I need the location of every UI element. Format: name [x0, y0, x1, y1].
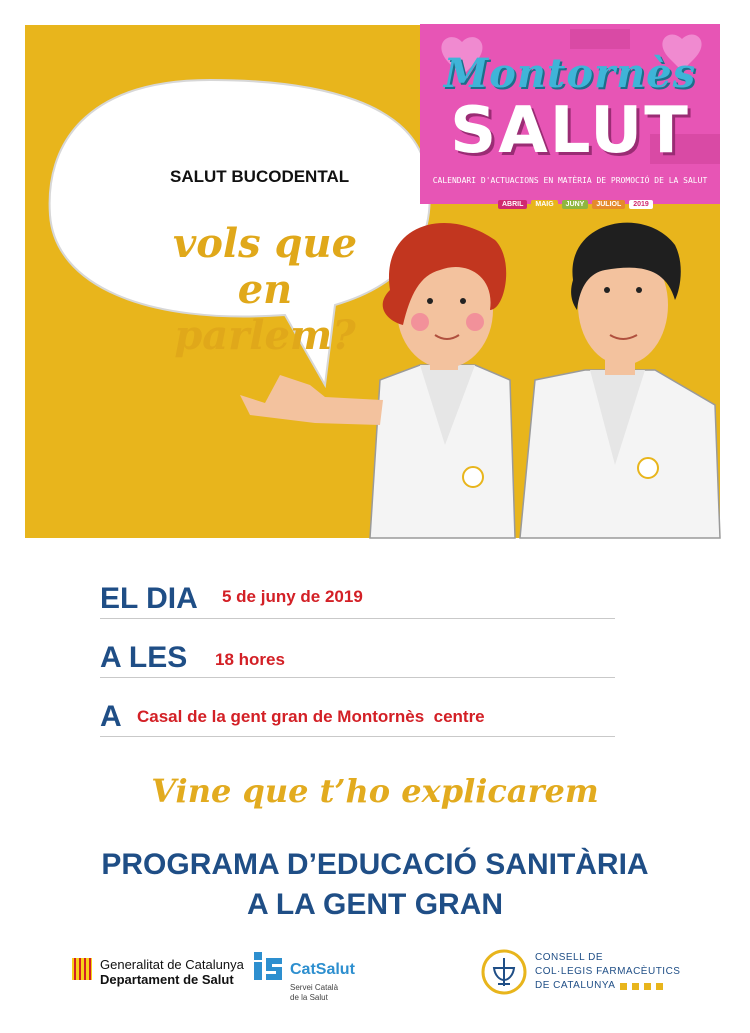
catsalut-icon [252, 950, 284, 982]
montornes-salut-banner [420, 24, 720, 208]
month-badge: ABRIL [498, 200, 527, 209]
dot [632, 983, 639, 990]
consell-line1: CONSELL DE [535, 952, 603, 963]
dot [620, 983, 627, 990]
banner-subtitle: CALENDARI D'ACTUACIONS EN MATÈRIA DE PROMOCIÓ DE LA SALUT [432, 176, 708, 185]
banner-script-title: Montornès [443, 50, 697, 97]
dot [644, 983, 651, 990]
dot [656, 983, 663, 990]
month-badge: JULIOL [592, 200, 625, 209]
consell-line2: COL·LEGIS FARMACÈUTICS [535, 966, 681, 977]
program-title-line2: A LA GENT GRAN [246, 888, 504, 921]
year-badge: 2019 [629, 200, 653, 209]
event-date-row [100, 560, 615, 619]
catsalut-sub1: Servei Català [290, 983, 339, 992]
time-label: A LES [100, 641, 188, 674]
month-badge: JUNY [562, 200, 589, 209]
program-title-line1: PROGRAMA D’EDUCACIÓ SANITÀRIA [101, 848, 649, 881]
slogan: Vine que t’ho explicarem [151, 772, 599, 810]
bubble-question-line2: en parlem? [174, 266, 356, 359]
banner-months [498, 200, 653, 209]
catsalut-sub2: de la Salut [290, 993, 328, 1002]
date-label: EL DIA [100, 582, 198, 615]
bubble-topic: SALUT BUCODENTAL [170, 167, 350, 186]
date-value: 5 de juny de 2019 [222, 587, 363, 606]
time-value: 18 hores [215, 650, 285, 669]
bubble-question [145, 221, 385, 359]
place-value: Casal de la gent gran de Montornès centre [137, 707, 485, 726]
generalitat-name: Generalitat de Catalunya [100, 957, 244, 972]
banner-title: SALUT [450, 94, 690, 168]
bubble-question-line1: vols que [172, 220, 358, 267]
event-time-row [100, 619, 615, 678]
consell-line3: DE CATALUNYA [535, 980, 616, 991]
event-place-row [100, 678, 615, 737]
senyera-icon [72, 958, 92, 980]
place-label: A [100, 700, 122, 733]
catsalut-name: CatSalut [290, 961, 355, 978]
department-name: Departament de Salut [100, 972, 234, 987]
consell-dots [620, 983, 663, 990]
program-title [0, 845, 750, 925]
pharmacy-emblem-icon [480, 948, 528, 996]
month-badge: MAIG [531, 200, 557, 209]
